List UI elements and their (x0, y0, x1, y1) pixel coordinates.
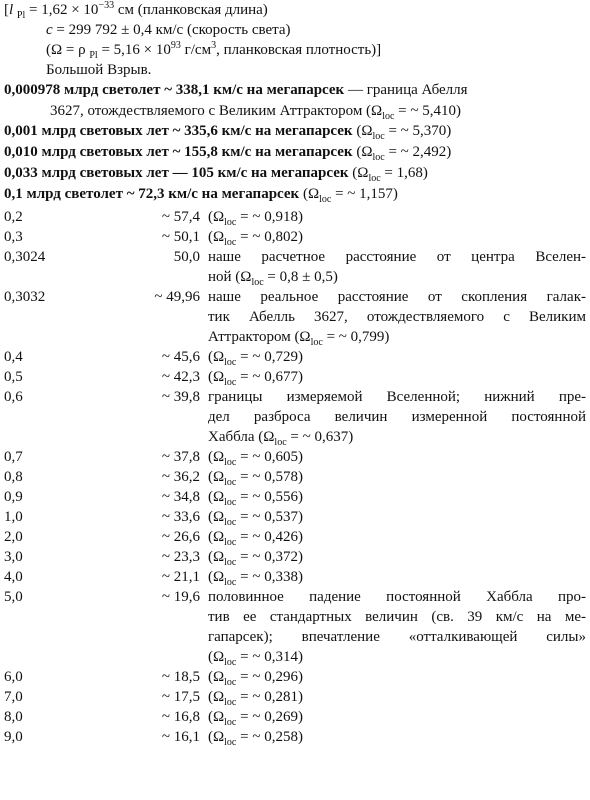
table-row (4, 387, 586, 447)
bold-entry-lead: 0,001 млрд световых лет ~ 335,6 км/с на мегапарсек (4, 123, 353, 139)
table-row (4, 667, 586, 687)
note-cell: ($\Omega_{loc}$ = ~ 0,426) (208, 529, 303, 548)
hubble-value-cell: ~ 39,8 (161, 389, 200, 405)
distance-cell: 7,0 (4, 689, 23, 705)
table-row (4, 247, 586, 287)
note-line: тив ее стандартных величин (св. 39 км/с на ме- (208, 609, 586, 625)
distance-cell: 0,9 (4, 489, 23, 505)
note-cell: ($\Omega_{loc}$ = ~ 0,605) (208, 449, 303, 468)
bold-entry (4, 142, 586, 163)
distance-cell: 9,0 (4, 729, 23, 745)
table-row (4, 227, 586, 247)
distance-cell: 0,4 (4, 349, 23, 365)
hubble-value-cell: ~ 57,4 (161, 209, 200, 225)
distance-cell: 1,0 (4, 509, 23, 525)
table-row (4, 447, 586, 467)
note-cell: ($\Omega_{loc}$ = ~ 0,372) (208, 549, 303, 568)
bold-entries (4, 80, 586, 205)
bold-entry-rest: ($\Omega_{loc}$ = ~ 1,157) (299, 186, 398, 205)
bold-entry (4, 184, 586, 205)
distance-cell: 8,0 (4, 709, 23, 725)
hubble-value-cell: ~ 19,6 (161, 589, 200, 605)
note-cell (208, 587, 586, 667)
hubble-value-cell: ~ 16,1 (161, 729, 200, 745)
note-cell: ($\Omega_{loc}$ = ~ 0,677) (208, 369, 303, 388)
note-line-last: Аттрактором ($\Omega_{loc}$ = ~ 0,799) (208, 329, 390, 348)
bold-entry (4, 121, 586, 142)
speed-of-light-line: c = 299 792 ± 0,4 км/с (скорость света) (46, 22, 291, 38)
note-cell: ($\Omega_{loc}$ = ~ 0,918) (208, 209, 303, 228)
bold-entry (4, 163, 586, 184)
note-cell: ($\Omega_{loc}$ = ~ 0,296) (208, 669, 303, 688)
note-line: наше расчетное расстояние от центра Вселен- (208, 249, 586, 265)
bold-entry-rest: — граница Абелля (344, 82, 468, 98)
distance-cell: 0,8 (4, 469, 23, 485)
hubble-value-cell: ~ 45,6 (161, 349, 200, 365)
note-line-last: ($\Omega_{loc}$ = ~ 0,314) (208, 649, 303, 668)
note-line-last: Хаббла ($\Omega_{loc}$ = ~ 0,637) (208, 429, 354, 448)
note-cell: ($\Omega_{loc}$ = ~ 0,537) (208, 509, 303, 528)
note-line: границы измеряемой Вселенной; нижний пре- (208, 389, 586, 405)
distance-cell: 0,3 (4, 229, 23, 245)
big-bang-line: Большой Взрыв. (46, 62, 152, 78)
note-line: гапарсек); впечатление «отталкивающей силы» (208, 629, 586, 645)
table-row (4, 587, 586, 667)
bold-entry-rest: ($\Omega_{loc}$ = ~ 2,492) (352, 144, 452, 163)
hubble-value-cell: ~ 16,8 (161, 709, 200, 725)
note-line: половинное падение постоянной Хаббла про- (208, 589, 586, 605)
note-line: дел разброса величин измеренной постоянной (208, 409, 586, 425)
distance-cell: 0,2 (4, 209, 23, 225)
bold-entry-lead: 0,1 млрд светолет ~ 72,3 км/с на мегапарсек (4, 186, 300, 202)
hubble-value-cell: ~ 49,96 (154, 289, 200, 305)
hubble-value-cell: ~ 50,1 (161, 229, 200, 245)
hubble-value-cell: ~ 37,8 (161, 449, 200, 465)
distance-cell: 2,0 (4, 529, 23, 545)
hubble-value-cell: ~ 18,5 (161, 669, 200, 685)
table-row (4, 287, 586, 347)
distance-table (4, 207, 586, 747)
hubble-value-cell: ~ 23,3 (161, 549, 200, 565)
bold-entry-lead: 0,033 млрд световых лет — 105 км/с на мегапарсек (4, 165, 349, 181)
table-row (4, 727, 586, 747)
distance-cell: 5,0 (4, 589, 23, 605)
bold-entry-rest: $(\Omega_{loc} = 1,68)$ (348, 165, 428, 184)
note-cell: ($\Omega_{loc}$ = ~ 0,578) (208, 469, 303, 488)
note-cell: ($\Omega_{loc}$ = ~ 0,338) (208, 569, 303, 588)
distance-cell: 0,5 (4, 369, 23, 385)
hubble-value-cell: ~ 21,1 (161, 569, 200, 585)
note-line-last: ной $(\Omega_{loc} = 0,8 \pm 0,5)$ (208, 269, 338, 288)
note-line: тик Абелль 3627, отождествляемого с Великим (208, 309, 586, 325)
hubble-value-cell: 50,0 (173, 249, 200, 265)
note-cell (208, 287, 586, 347)
distance-cell: 4,0 (4, 569, 23, 585)
note-cell (208, 387, 586, 447)
hubble-value-cell: ~ 26,6 (161, 529, 200, 545)
distance-cell: 0,6 (4, 389, 23, 405)
note-cell (208, 247, 586, 287)
table-row (4, 347, 586, 367)
table-row (4, 507, 586, 527)
bold-entry (4, 80, 586, 101)
hubble-value-cell: ~ 33,6 (161, 509, 200, 525)
note-cell: ($\Omega_{loc}$ = ~ 0,258) (208, 729, 303, 748)
note-line: наше реальное расстояние от скопления галак- (208, 289, 586, 305)
bold-entry-continuation: 3627, отождествляемого с Великим Аттрактором ($\Omega_{loc}$ = ~ 5,410) (50, 103, 461, 122)
table-row (4, 367, 586, 387)
note-cell: ($\Omega_{loc}$ = ~ 0,281) (208, 689, 303, 708)
hubble-value-cell: ~ 42,3 (161, 369, 200, 385)
bold-entry-lead: 0,010 млрд световых лет ~ 155,8 км/с на мегапарсек (4, 144, 353, 160)
planck-density-line: (Ω = ρ $_{Pl} = 5,16 \times 10^{93}$ $г/см^3$, планковская плотность)] (46, 40, 382, 61)
hubble-value-cell: ~ 17,5 (161, 689, 200, 705)
hubble-value-cell: ~ 34,8 (161, 489, 200, 505)
note-cell: ($\Omega_{loc}$ = ~ 0,269) (208, 709, 303, 728)
table-row (4, 207, 586, 227)
planck-length-line: [l $_{Pl} = 1,62 \times 10^{-33}$ см (планковская длина) (4, 0, 268, 21)
note-cell: ($\Omega_{loc}$ = ~ 0,802) (208, 229, 303, 248)
note-cell: ($\Omega_{loc}$ = ~ 0,729) (208, 349, 303, 368)
table-row (4, 527, 586, 547)
distance-cell: 0,7 (4, 449, 23, 465)
hubble-value-cell: ~ 36,2 (161, 469, 200, 485)
table-row (4, 687, 586, 707)
bold-entry-lead: 0,000978 млрд светолет ~ 338,1 км/с на мегапарсек (4, 82, 345, 98)
distance-cell: 0,3024 (4, 249, 46, 265)
table-row (4, 547, 586, 567)
table-row (4, 567, 586, 587)
table-row (4, 707, 586, 727)
table-row (4, 467, 586, 487)
distance-cell: 6,0 (4, 669, 23, 685)
distance-cell: 0,3032 (4, 289, 46, 305)
table-row (4, 487, 586, 507)
distance-cell: 3,0 (4, 549, 23, 565)
note-cell: ($\Omega_{loc}$ = ~ 0,556) (208, 489, 303, 508)
bold-entry-rest: ($\Omega_{loc}$ = ~ 5,370) (352, 123, 452, 142)
